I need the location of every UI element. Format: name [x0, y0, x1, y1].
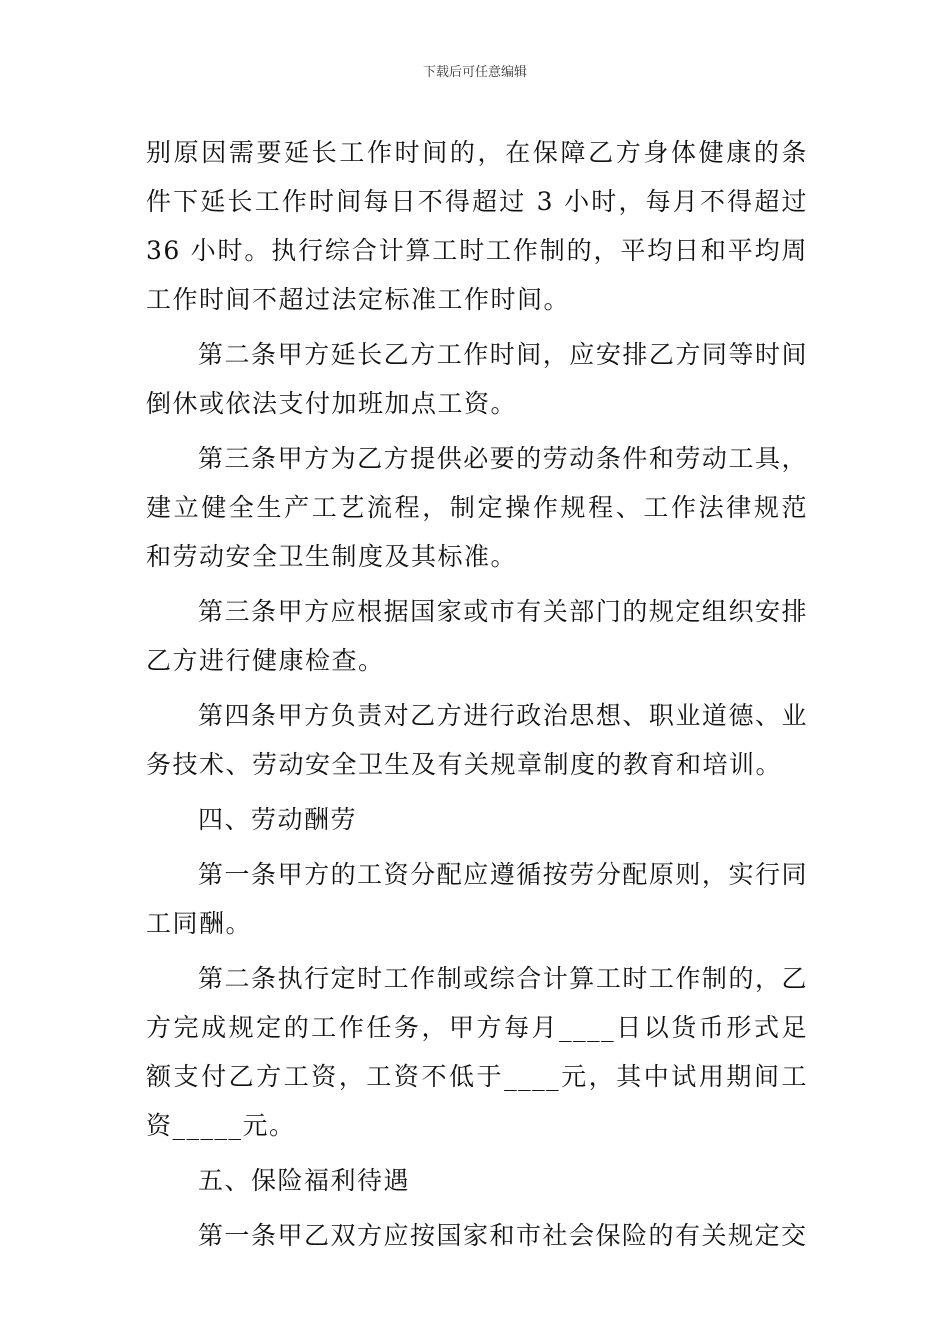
paragraph-7: 第一条甲方的工资分配应遵循按劳分配原则，实行同工同酬。 — [146, 860, 808, 938]
paragraph-4: 第三条甲方应根据国家或市有关部门的规定组织安排乙方进行健康检查。 — [146, 597, 808, 675]
section-heading-insurance: 五、保险福利待遇 — [198, 1166, 411, 1195]
paragraph-3: 第三条甲方为乙方提供必要的劳动条件和劳动工具，建立健全生产工艺流程，制定操作规程、工作法律规范和劳动安全卫生制度及其标准。 — [146, 444, 808, 571]
paragraph-1: 别原因需要延长工作时间的，在保障乙方身体健康的条件下延长工作时间每日不得超过 3 小时，每月不得超过 36 小时。执行综合计算工时工作制的，平均日和平均周工作时间不超过法定标准工作时间。 — [146, 138, 808, 314]
document-body — [146, 128, 808, 1266]
paragraph-10: 第一条甲乙双方应按国家和市社会保险的有关规定交 — [198, 1221, 808, 1250]
paragraph-2: 第二条甲方延长乙方工作时间，应安排乙方同等时间倒休或依法支付加班加点工资。 — [146, 340, 808, 418]
page-header: 下载后可任意编辑 — [422, 65, 527, 80]
section-heading-remuneration: 四、劳动酬劳 — [198, 805, 358, 834]
paragraph-8: 第二条执行定时工作制或综合计算工时工作制的，乙方完成规定的工作任务，甲方每月____日以货币形式足额支付乙方工资，工资不低于____元，其中试用期间工资_____元。 — [146, 964, 808, 1140]
paragraph-5: 第四条甲方负责对乙方进行政治思想、职业道德、业务技术、劳动安全卫生及有关规章制度的教育和培训。 — [146, 701, 808, 779]
